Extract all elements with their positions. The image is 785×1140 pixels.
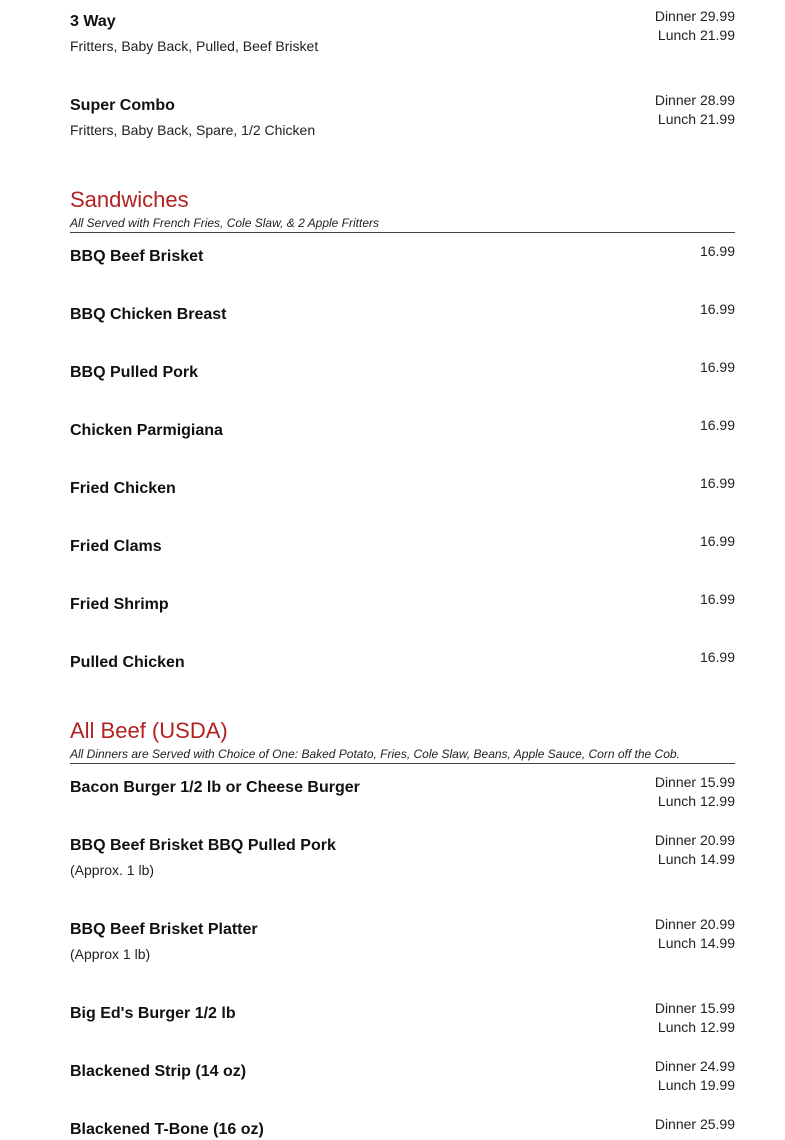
lunch-price: Lunch 21.99	[657, 111, 735, 127]
item-price: 16.99	[699, 243, 735, 259]
item-price: 16.99	[699, 475, 735, 491]
item-name: BBQ Beef Brisket BBQ Pulled Pork	[70, 837, 336, 854]
section-title: All Beef (USDA)	[70, 718, 228, 743]
lunch-price: Lunch 12.99	[657, 793, 735, 809]
section-title: Sandwiches	[70, 187, 189, 212]
item-name: BBQ Chicken Breast	[70, 306, 227, 323]
item-price: 16.99	[699, 533, 735, 549]
item-name: Fried Shrimp	[70, 596, 169, 613]
item-price: 16.99	[699, 591, 735, 607]
lunch-price: Lunch 14.99	[657, 851, 735, 867]
item-name: Bacon Burger 1/2 lb or Cheese Burger	[70, 779, 360, 796]
dinner-price: Dinner 28.99	[654, 92, 735, 108]
dinner-price: Dinner 29.99	[654, 8, 735, 24]
item-name: BBQ Beef Brisket Platter	[70, 921, 258, 938]
item-prices	[655, 999, 735, 1037]
section-note: All Served with French Fries, Cole Slaw, & 2 Apple Fritters	[70, 216, 379, 230]
dinner-price: Dinner 20.99	[654, 832, 735, 848]
item-name: Super Combo	[70, 97, 175, 114]
dinner-price: Dinner 15.99	[654, 774, 735, 790]
item-description: (Approx. 1 lb)	[70, 862, 155, 878]
dinner-price: Dinner 24.99	[654, 1058, 735, 1074]
dinner-price: Dinner 15.99	[654, 1000, 735, 1016]
item-prices	[700, 590, 735, 609]
item-description: Fritters, Baby Back, Pulled, Beef Brisket	[70, 38, 319, 54]
item-price: 16.99	[699, 301, 735, 317]
item-prices	[655, 773, 735, 811]
item-name: Fried Chicken	[70, 480, 176, 497]
item-prices	[700, 300, 735, 319]
section-divider	[70, 763, 735, 764]
item-prices	[655, 915, 735, 953]
item-name: Pulled Chicken	[70, 654, 185, 671]
lunch-price: Lunch 12.99	[657, 1019, 735, 1035]
item-price: 16.99	[699, 649, 735, 665]
item-price: 16.99	[699, 359, 735, 375]
item-name: 3 Way	[70, 13, 116, 30]
item-prices	[655, 831, 735, 869]
item-description: (Approx 1 lb)	[70, 946, 151, 962]
item-prices	[700, 416, 735, 435]
dinner-price: Dinner 20.99	[654, 916, 735, 932]
item-prices	[700, 532, 735, 551]
lunch-price: Lunch 21.99	[657, 27, 735, 43]
item-prices	[655, 91, 735, 129]
dinner-price: Dinner 25.99	[654, 1116, 735, 1132]
item-prices	[655, 7, 735, 45]
item-prices	[700, 358, 735, 377]
item-prices	[700, 474, 735, 493]
item-name: BBQ Beef Brisket	[70, 248, 204, 265]
lunch-price: Lunch 19.99	[657, 1077, 735, 1093]
item-name: Fried Clams	[70, 538, 162, 555]
lunch-price: Lunch 14.99	[657, 935, 735, 951]
item-price: 16.99	[699, 417, 735, 433]
item-prices	[655, 1115, 735, 1134]
section-divider	[70, 232, 735, 233]
section-note: All Dinners are Served with Choice of One: Baked Potato, Fries, Cole Slaw, Beans, Apple Sauce, Corn off the Cob.	[70, 747, 680, 761]
item-name: Blackened Strip (14 oz)	[70, 1063, 247, 1080]
item-name: Blackened T-Bone (16 oz)	[70, 1121, 264, 1138]
item-prices	[655, 1057, 735, 1095]
item-description: Fritters, Baby Back, Spare, 1/2 Chicken	[70, 122, 316, 138]
item-prices	[700, 242, 735, 261]
item-name: Chicken Parmigiana	[70, 422, 223, 439]
item-name: BBQ Pulled Pork	[70, 364, 199, 381]
item-name: Big Ed's Burger 1/2 lb	[70, 1005, 236, 1022]
item-prices	[700, 648, 735, 667]
